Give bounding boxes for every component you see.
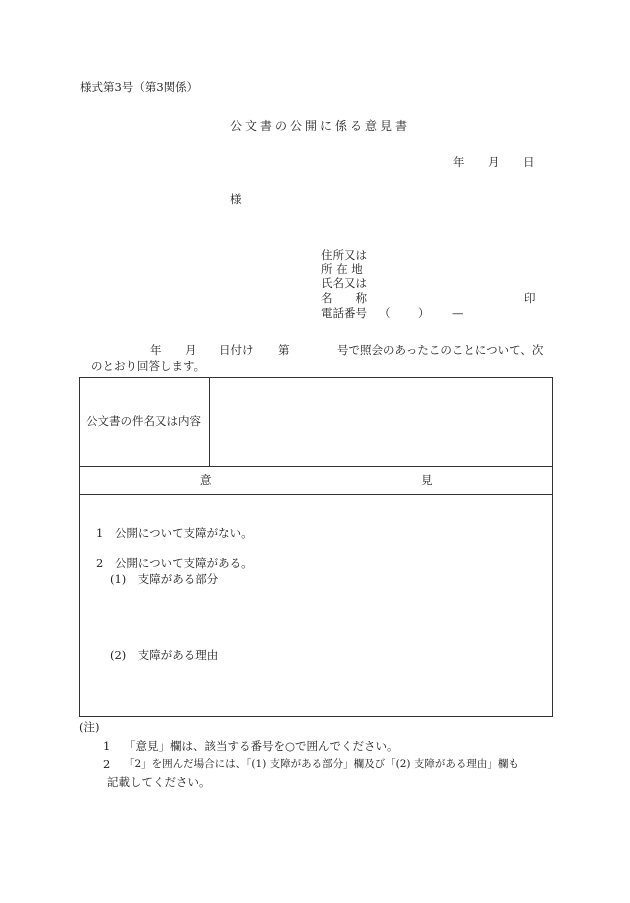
intro-year: 年 xyxy=(150,343,162,357)
document-title: 公文書の公開に係る意見書 xyxy=(230,119,411,133)
seal-mark: 印 xyxy=(524,291,536,305)
note1-text: 「意見」欄は、該当する番号を○で囲んでください。 xyxy=(124,739,399,753)
note2-text-line2: 記載してください。 xyxy=(107,775,211,789)
option-has-issue[interactable]: 2 公開について支障がある。 xyxy=(96,556,253,570)
phone-paren-open: （ xyxy=(379,306,391,320)
notes-heading: (注) xyxy=(79,720,100,734)
intro-line1-rest: 号で照会のあったこのことについて、次 xyxy=(337,343,544,357)
opinion-header-right: 見 xyxy=(421,473,433,487)
phone-paren-close: ） xyxy=(418,306,430,320)
date-year-label: 年 xyxy=(453,155,465,169)
opinion-header-left: 意 xyxy=(200,473,212,487)
note2-number: 2 xyxy=(103,757,111,771)
option-no-issue[interactable]: 1 公開について支障がない。 xyxy=(96,526,253,540)
name-label-line2: 名 称 xyxy=(321,291,367,305)
header-row-divider xyxy=(79,494,553,495)
addressee-suffix: 様 xyxy=(230,192,242,206)
address-label-line2: 所 在 地 xyxy=(321,262,363,276)
note1-number: 1 xyxy=(103,739,111,753)
form-number: 様式第3号（第3関係） xyxy=(80,80,199,94)
address-label-line1: 住所又は xyxy=(321,248,367,262)
phone-label: 電話番号 xyxy=(321,306,367,320)
date-day-label: 日 xyxy=(523,155,535,169)
sub-issue-part: (1) 支障がある部分 xyxy=(110,572,219,586)
intro-number-prefix: 第 xyxy=(278,343,290,357)
intro-date-suffix: 日付け xyxy=(219,343,254,357)
intro-line2: のとおり回答します。 xyxy=(91,359,206,373)
subject-label: 公文書の件名又は内容 xyxy=(86,414,201,428)
subject-column-divider xyxy=(209,377,210,466)
phone-dash: — xyxy=(452,306,464,320)
intro-month: 月 xyxy=(185,343,197,357)
date-month-label: 月 xyxy=(488,155,500,169)
sub-issue-reason: (2) 支障がある理由 xyxy=(110,648,219,662)
subject-value-field[interactable] xyxy=(216,384,546,460)
note2-text-line1: 「2」を囲んだ場合には、「(1) 支障がある部分」欄及び「(2) 支障がある理由」欄も xyxy=(124,758,519,770)
name-label-line1: 氏名又は xyxy=(321,276,367,290)
subject-row-divider xyxy=(79,466,553,467)
